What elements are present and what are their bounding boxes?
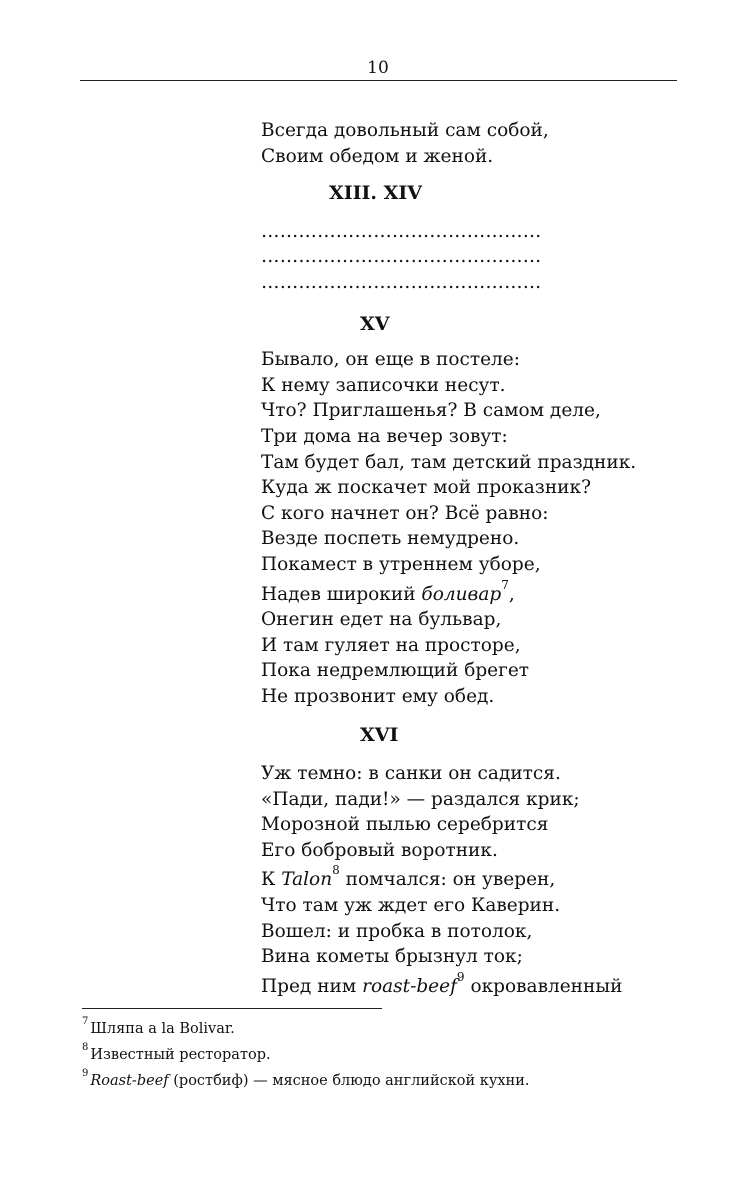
footnote-number: 8 — [82, 1042, 89, 1053]
footnote-text: Шляпа a la Bolivar. — [90, 1021, 235, 1037]
footnotes — [82, 1016, 702, 1094]
italic-term: боливар — [421, 583, 502, 605]
verse-line: Три дома на вечер зовут: — [261, 425, 508, 447]
omitted-stanza-dots: ……………………………………… — [261, 220, 542, 242]
verse-line: Что? Приглашенья? В самом деле, — [261, 400, 601, 422]
verse-line: Вина кометы брызнул ток; — [261, 946, 523, 968]
footnote-number: 7 — [82, 1016, 89, 1027]
verse-line: Морозной пылью серебрится — [261, 814, 549, 836]
verse-line: Пока недремлющий брегет — [261, 660, 529, 682]
verse-line: Его бобровый воротник. — [261, 839, 498, 861]
stanza-heading: XIII. XIV — [329, 182, 423, 205]
italic-term: Talon — [281, 869, 333, 891]
verse-line — [261, 969, 701, 1000]
footnote-ref[interactable]: 9 — [456, 969, 465, 984]
verse-text: Надев широкий — [261, 583, 422, 605]
footnote-text: (ростбиф) — мясное блюдо английской кухни. — [168, 1073, 530, 1089]
verse-line: К нему записочки несут. — [261, 374, 506, 396]
verse-text: Пред ним — [261, 975, 363, 997]
stanza-heading: XV — [360, 312, 390, 335]
verse-line: Везде поспеть немудрено. — [261, 528, 520, 550]
verse-line: Бывало, он еще в постеле: — [261, 349, 520, 371]
footnote-ref[interactable]: 8 — [332, 863, 340, 878]
poem-text — [261, 118, 701, 999]
verse-line: И там гуляет на просторе, — [261, 634, 521, 656]
verse-line: С кого начнет он? Всё равно: — [261, 502, 549, 524]
omitted-stanza-dots: ……………………………………… — [261, 271, 542, 293]
verse-line: Что там уж ждет его Каверин. — [261, 895, 561, 917]
verse-text: окровавленный — [464, 975, 623, 997]
verse-line: Там будет бал, там детский праздник. — [261, 451, 637, 473]
italic-term: roast-beef — [362, 975, 457, 997]
verse-line: Всегда довольный сам собой, — [261, 120, 549, 141]
verse-line: Куда ж поскачет мой проказник? — [261, 477, 591, 499]
verse-line: Не прозвонит ему обед. — [261, 685, 495, 707]
verse-line: Уж темно: в санки он садится. — [261, 763, 561, 785]
footnote-text: Известный ресторатор. — [90, 1047, 271, 1063]
verse-line: Покамест в утреннем уборе, — [261, 553, 541, 575]
verse-line — [261, 577, 701, 608]
verse-text: , — [508, 583, 515, 605]
verse-line — [261, 863, 701, 893]
verse-line: Онегин едет на бульвар, — [261, 609, 502, 631]
stanza-heading: XVI — [360, 724, 399, 747]
footnote — [82, 1016, 702, 1042]
verse-line: Вошел: и пробка в потолок, — [261, 920, 533, 942]
verse-line: Своим обедом и женой. — [261, 145, 494, 167]
verse-line: «Пади, пади!» — раздался крик; — [261, 788, 580, 810]
footnote — [82, 1042, 702, 1068]
omitted-stanza-dots: ……………………………………… — [261, 246, 542, 268]
footnote-separator — [82, 1008, 382, 1009]
footnote-number: 9 — [82, 1068, 89, 1079]
footnote-ref[interactable]: 7 — [501, 577, 509, 592]
page-number: 10 — [367, 58, 389, 78]
verse-text: К — [261, 869, 282, 891]
header-rule — [80, 80, 677, 81]
footnote-italic: Roast-beef — [90, 1073, 169, 1089]
verse-text: помчался: он уверен, — [339, 869, 556, 891]
footnote — [82, 1068, 702, 1094]
